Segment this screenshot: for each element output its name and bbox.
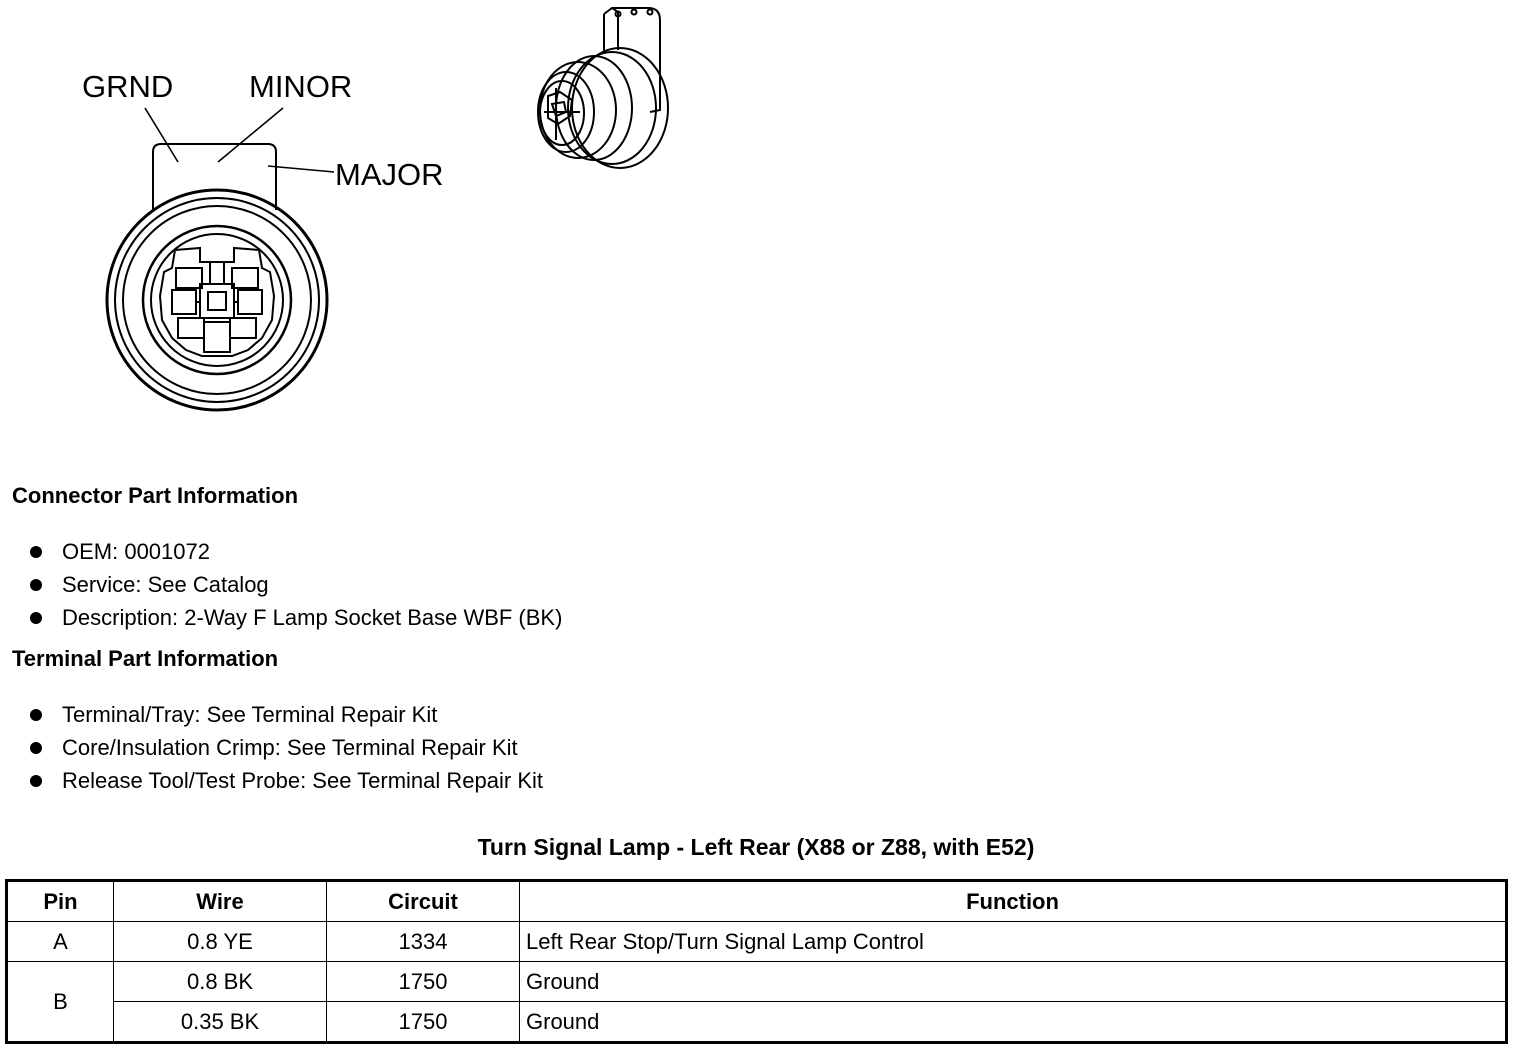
bullet-icon bbox=[30, 775, 42, 787]
callout-minor: MINOR bbox=[249, 69, 353, 104]
wire-cell: 0.8 YE bbox=[114, 922, 327, 962]
list-item-text: OEM: 0001072 bbox=[62, 539, 210, 564]
column-header-pin: Pin bbox=[7, 881, 114, 922]
terminal-part-info-heading: Terminal Part Information bbox=[12, 646, 279, 671]
callout-leaders bbox=[145, 108, 334, 172]
pin-cell: A bbox=[7, 922, 114, 962]
function-cell: Left Rear Stop/Turn Signal Lamp Control bbox=[520, 922, 1507, 962]
bullet-icon bbox=[30, 709, 42, 721]
list-item bbox=[28, 535, 562, 568]
callout-major: MAJOR bbox=[335, 157, 444, 192]
connector-face-view bbox=[107, 144, 327, 410]
connector-diagram bbox=[0, 0, 720, 420]
function-cell: Ground bbox=[520, 962, 1507, 1002]
pin-cell: B bbox=[7, 962, 114, 1043]
bullet-icon bbox=[30, 579, 42, 591]
list-item bbox=[28, 764, 543, 797]
list-item bbox=[28, 568, 562, 601]
list-item bbox=[28, 601, 562, 634]
connector-perspective-view bbox=[538, 8, 668, 168]
connector-part-info-list bbox=[28, 535, 562, 634]
bullet-icon bbox=[30, 742, 42, 754]
circuit-cell: 1334 bbox=[327, 922, 520, 962]
list-item-text: Service: See Catalog bbox=[62, 572, 269, 597]
column-header-function: Function bbox=[520, 881, 1507, 922]
bullet-icon bbox=[30, 546, 42, 558]
wire-cell: 0.8 BK bbox=[114, 962, 327, 1002]
circuit-cell: 1750 bbox=[327, 962, 520, 1002]
list-item-text: Description: 2-Way F Lamp Socket Base WBF (BK) bbox=[62, 605, 563, 630]
table-row bbox=[7, 1002, 1507, 1043]
list-item-text: Terminal/Tray: See Terminal Repair Kit bbox=[62, 702, 438, 727]
column-header-wire: Wire bbox=[114, 881, 327, 922]
connector-part-info-heading: Connector Part Information bbox=[12, 483, 299, 508]
list-item-text: Release Tool/Test Probe: See Terminal Repair Kit bbox=[62, 768, 543, 793]
list-item-text: Core/Insulation Crimp: See Terminal Repair Kit bbox=[62, 735, 518, 760]
terminal-part-info-list bbox=[28, 698, 543, 797]
circuit-cell: 1750 bbox=[327, 1002, 520, 1043]
table-title: Turn Signal Lamp - Left Rear (X88 or Z88, with E52) bbox=[477, 834, 1035, 860]
table-row bbox=[7, 962, 1507, 1002]
function-cell: Ground bbox=[520, 1002, 1507, 1043]
callout-grnd: GRND bbox=[82, 69, 174, 104]
bullet-icon bbox=[30, 612, 42, 624]
wire-cell: 0.35 BK bbox=[114, 1002, 327, 1043]
table-row bbox=[7, 922, 1507, 962]
column-header-circuit: Circuit bbox=[327, 881, 520, 922]
list-item bbox=[28, 731, 543, 764]
pinout-table bbox=[5, 879, 1508, 1044]
table-header-row bbox=[7, 881, 1507, 922]
list-item bbox=[28, 698, 543, 731]
